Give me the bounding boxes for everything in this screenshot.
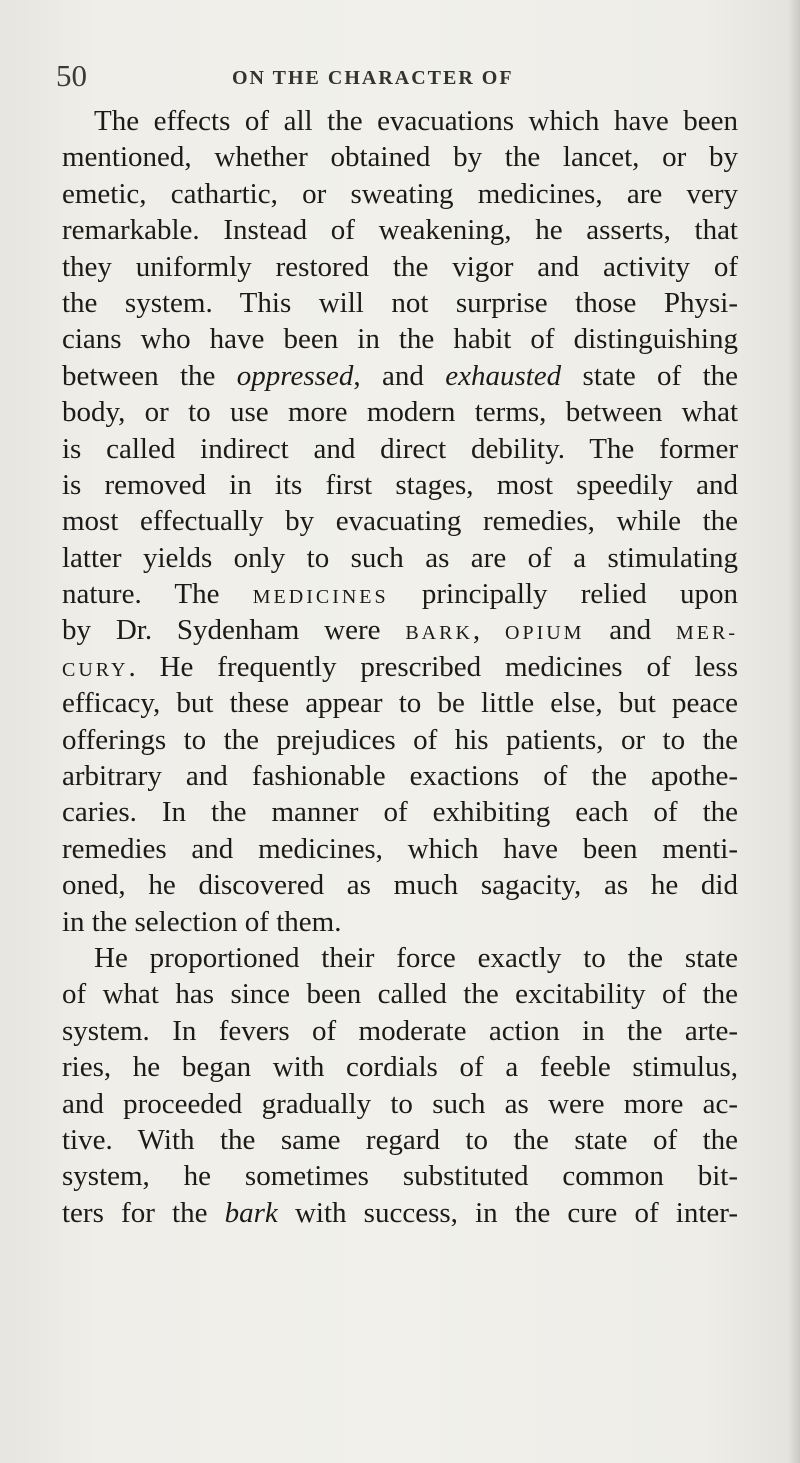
text-line (62, 358, 738, 394)
text-line: the system. This will not surprise those Physi- (62, 286, 738, 319)
text-line: system. In fevers of moderate action in the arte- (62, 1014, 738, 1047)
text-line: arbitrary and fashionable exactions of the apothe- (62, 760, 738, 793)
text-line: latter yields only to such as are of a stimulating (62, 541, 738, 574)
text-line: efficacy, but these appear to be little else, but peace (62, 687, 738, 720)
text-line: emetic, cathartic, or sweating medicines, are very (62, 177, 738, 210)
text-line: remarkable. Instead of weakening, he asserts, that (62, 214, 738, 247)
text-line: ries, he began with cordials of a feeble stimulus, (62, 1051, 738, 1084)
text-line: is removed in its first stages, most speedily and (62, 468, 738, 501)
text-line: He proportioned their force exactly to the state (94, 941, 738, 974)
text-line: remedies and medicines, which have been menti- (62, 832, 738, 865)
text-line: and proceeded gradually to such as were more ac- (62, 1087, 738, 1120)
body-text (62, 103, 738, 1231)
text-line: mentioned, whether obtained by the lancet, or by (62, 141, 738, 174)
small-caps-term: CURY (62, 658, 129, 681)
text-line: they uniformly restored the vigor and activity of (62, 250, 738, 283)
text-line: offerings to the prejudices of his patients, or to the (62, 723, 738, 756)
text-line: system, he sometimes substituted common bit- (62, 1160, 738, 1193)
italic-term: exhausted (445, 359, 562, 392)
text-run: with success, in the cure of inter- (277, 1196, 738, 1229)
text-line: most effectually by evacuating remedies, while the (62, 505, 738, 538)
text-line: oned, he discovered as much sagacity, as he did (62, 869, 738, 902)
text-run: principally relied upon (388, 578, 738, 611)
text-line: is called indirect and direct debility. The former (62, 432, 738, 465)
italic-term: bark (224, 1196, 278, 1229)
text-run: by Dr. Sydenham were (62, 614, 406, 647)
page-header (0, 58, 800, 98)
text-line (62, 649, 738, 685)
text-line: in the selection of them. (62, 905, 342, 938)
page-number: 50 (56, 58, 87, 93)
small-caps-term: MEDICINES (252, 586, 389, 609)
text-line (62, 576, 738, 612)
text-run: ters for the (62, 1196, 225, 1229)
text-line: cians who have been in the habit of distinguishing (62, 323, 738, 356)
text-line: of what has since been called the excitability of the (62, 978, 738, 1011)
text-run: state of the (561, 359, 739, 392)
text-run: . He frequently prescribed medicines of less (128, 650, 738, 683)
text-line (62, 612, 738, 648)
text-run: nature. The (62, 578, 253, 611)
text-line: tive. With the same regard to the state of the (62, 1123, 738, 1156)
text-run: , and (353, 359, 446, 392)
small-caps-term: BARK (405, 622, 473, 645)
small-caps-term: MER- (676, 622, 739, 645)
text-line: The effects of all the evacuations which have been (94, 105, 738, 137)
text-run: between the (62, 359, 237, 392)
small-caps-term: OPIUM (505, 622, 585, 645)
text-run: and (584, 614, 677, 647)
text-run: , (472, 614, 506, 647)
text-line: caries. In the manner of exhibiting each of the (62, 796, 738, 829)
italic-term: oppressed (236, 359, 354, 392)
text-line (62, 1195, 738, 1231)
text-line: body, or to use more modern terms, between what (62, 396, 738, 429)
running-head: ON THE CHARACTER OF (232, 67, 514, 89)
